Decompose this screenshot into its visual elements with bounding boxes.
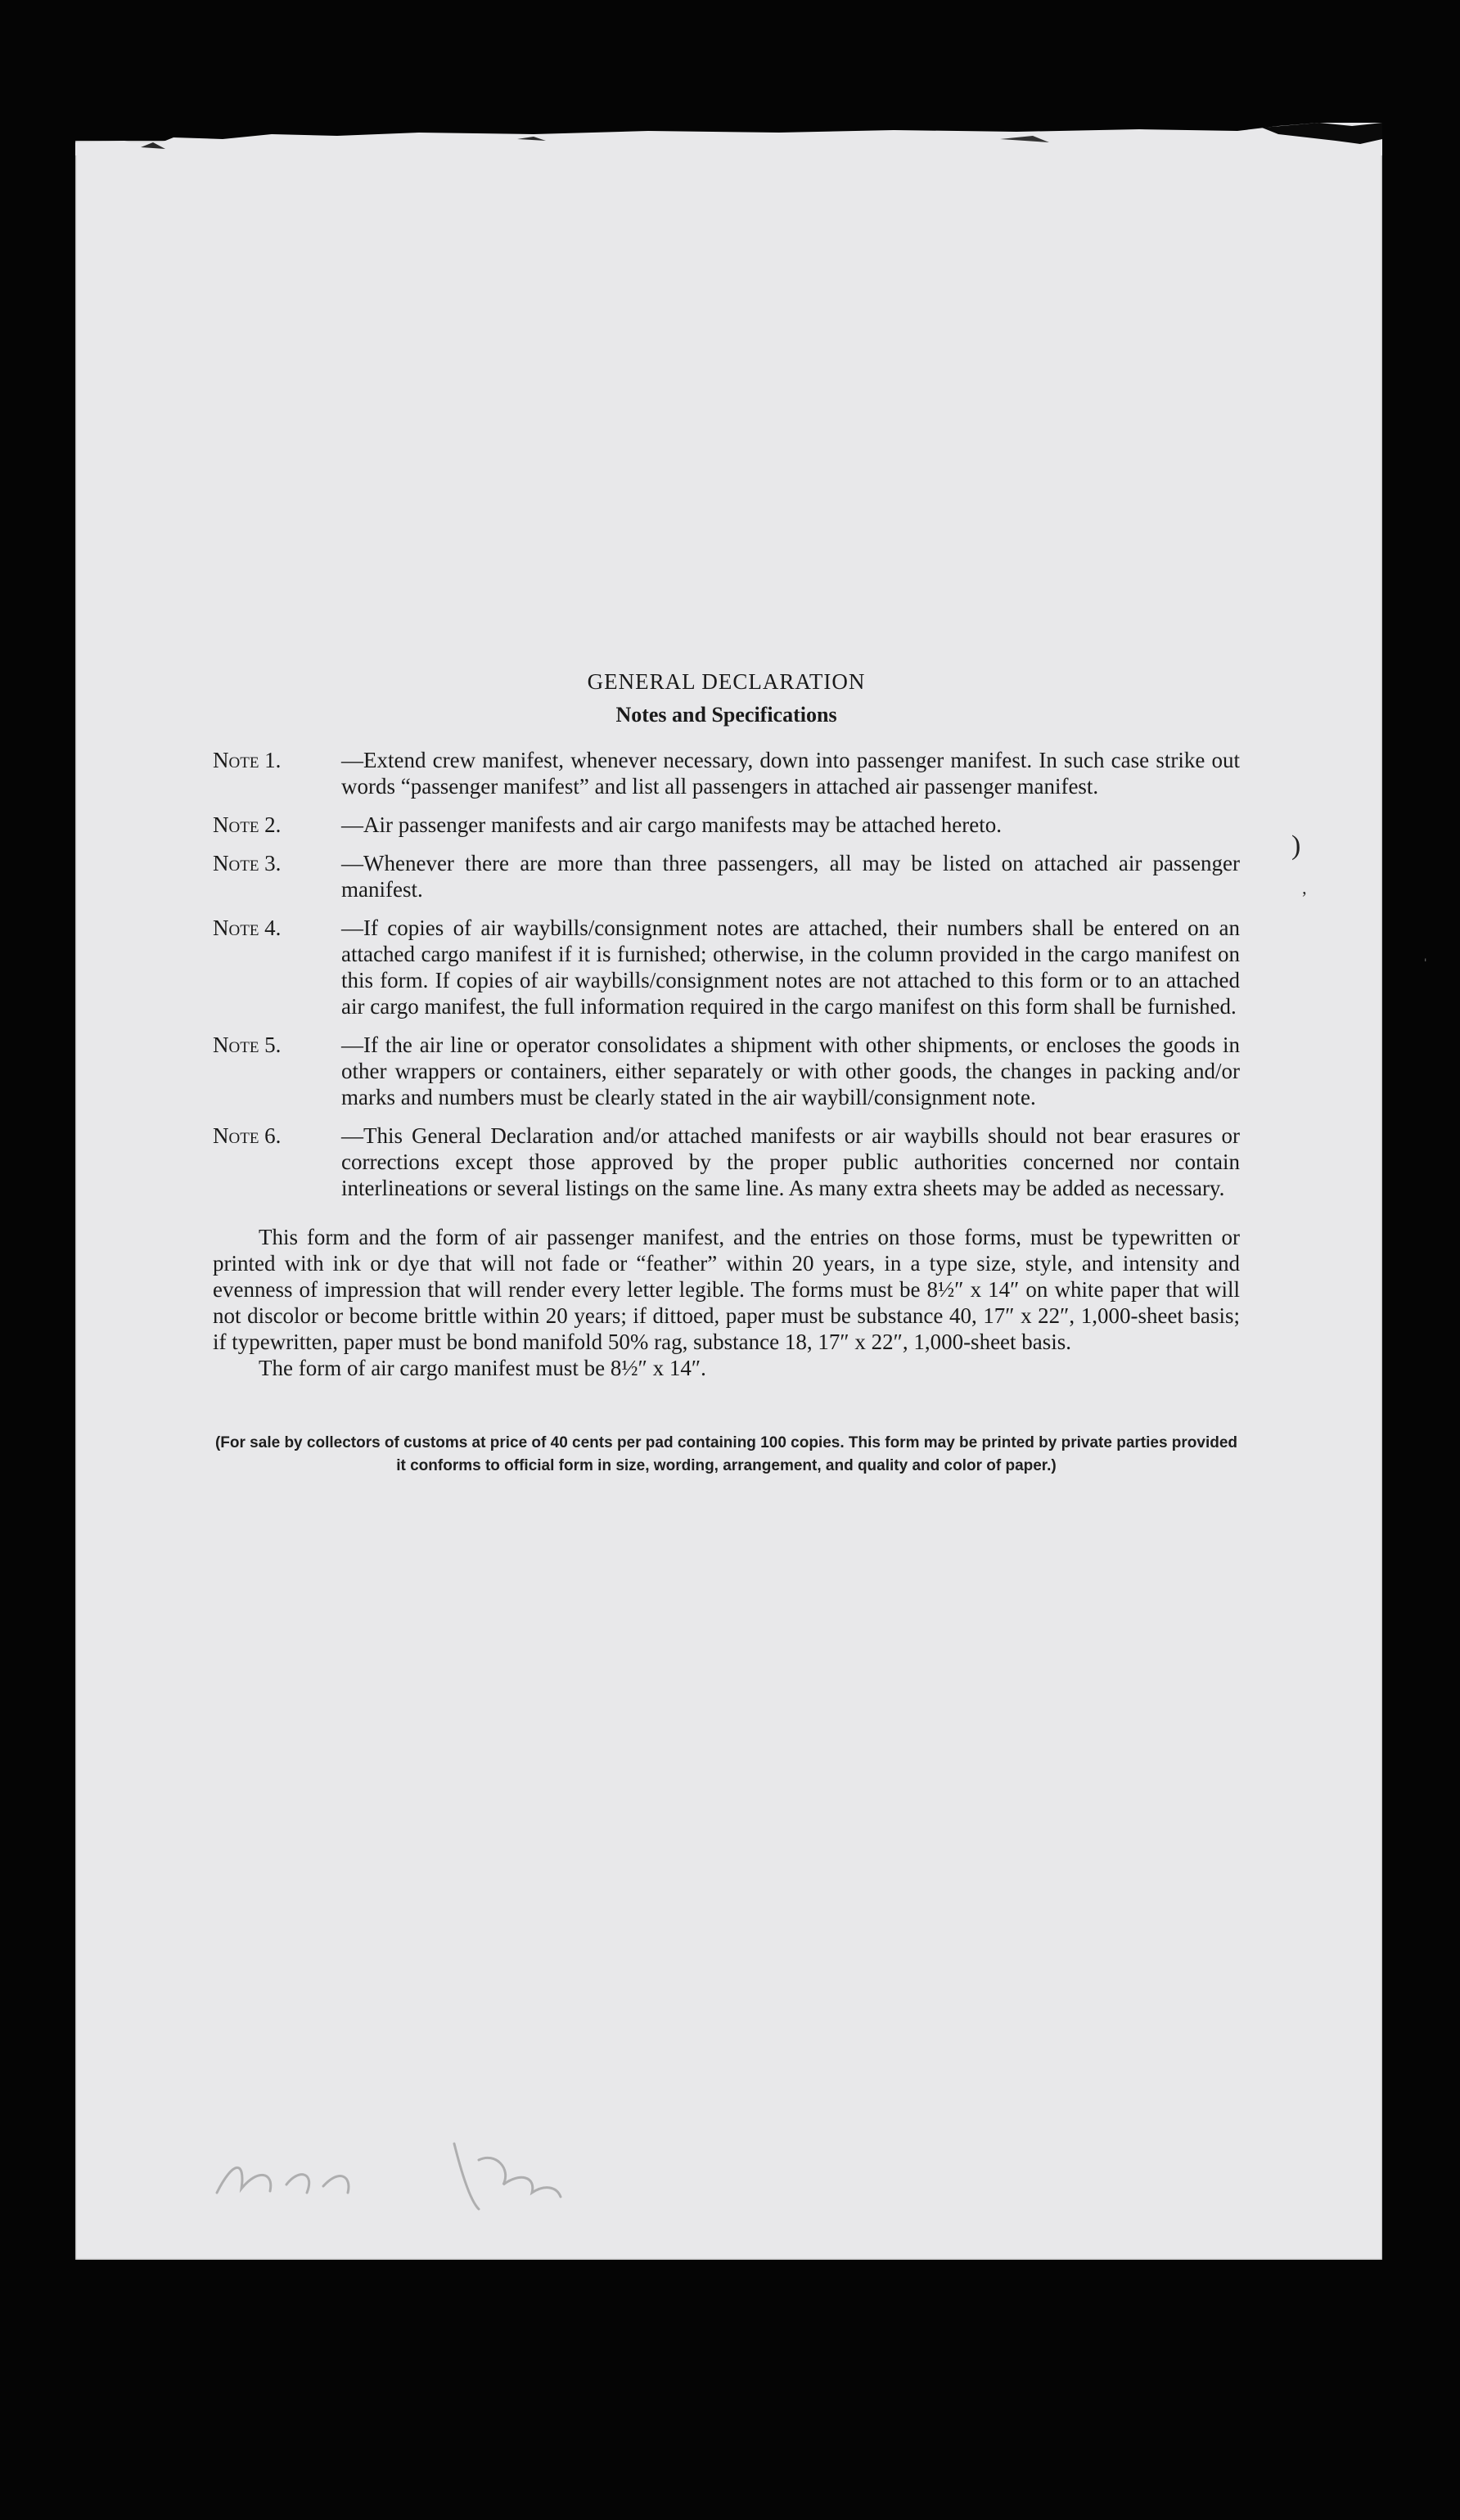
margin-bracket-mark: ) bbox=[1291, 830, 1301, 861]
note-text: —This General Declaration and/or attached manifests or air waybills should not bear erasures or corrections except those approved by the proper public authorities concerned nor contain interlineations or several listings on the same line. As many extra sheets may be added as necessary. bbox=[341, 1123, 1240, 1200]
declaration-notes bbox=[213, 667, 1240, 1478]
note-text: —Extend crew manifest, whenever necessary, down into passenger manifest. In such case strike out words “passenger manifest” and list all passengers in attached air passenger manifest. bbox=[341, 748, 1240, 799]
faint-signature-mark bbox=[209, 2127, 569, 2217]
note-label: Note 4. bbox=[213, 916, 282, 940]
note-4 bbox=[213, 915, 1240, 1019]
note-1 bbox=[213, 747, 1240, 799]
document-subtitle: Notes and Specifications bbox=[615, 703, 837, 727]
document-title: GENERAL DECLARATION bbox=[587, 669, 866, 694]
note-label: Note 1. bbox=[213, 748, 282, 772]
note-3 bbox=[213, 850, 1240, 902]
note-text: —Whenever there are more than three passengers, all may be listed on attached air passenger manifest. bbox=[341, 851, 1240, 902]
note-5 bbox=[213, 1032, 1240, 1110]
note-label: Note 5. bbox=[213, 1033, 282, 1057]
margin-scan-mark: ˌ bbox=[1422, 941, 1429, 961]
cargo-manifest-size-paragraph: The form of air cargo manifest must be 8½″ x 14″. bbox=[259, 1356, 706, 1380]
torn-top-edge bbox=[75, 123, 1382, 155]
note-2 bbox=[213, 812, 1240, 838]
sale-notice: (For sale by collectors of customs at price of 40 cents per pad containing 100 copies. This form may be printed by private parties provided it conforms to official form in size, wording, arrangement, and quality and color of paper.) bbox=[214, 1434, 1238, 1474]
margin-dot-mark: ʼ bbox=[1301, 888, 1308, 908]
note-label: Note 3. bbox=[213, 851, 282, 875]
form-requirements-paragraph: This form and the form of air passenger manifest, and the entries on those forms, must be typewritten or printed with ink or dye that will not fade or “feather” within 20 years, in a type size, style, and intensity and evenness of impression that will render every letter legible. The forms must be 8½″ x 14″ on white paper that will not discolor or become brittle within 20 years; if dittoed, paper must be substance 40, 17″ x 22″, 1,000-sheet basis; if typewritten, paper must be bond manifold 50% rag, substance 18, 17″ x 22″, 1,000-sheet basis. bbox=[213, 1225, 1240, 1354]
note-text: —If the air line or operator consolidates a shipment with other shipments, or encloses the goods in other wrappers or containers, either separately or with other goods, the changes in packing and/or marks and numbers must be clearly stated in the air waybill/consignment note. bbox=[341, 1033, 1240, 1109]
note-text: —If copies of air waybills/consignment notes are attached, their numbers shall be entered on an attached cargo manifest if it is furnished; otherwise, in the column provided in the cargo manifest on this form. If copies of air waybills/consignment notes are not attached to this form or to an attached air cargo manifest, the full information required in the cargo manifest on this form shall be furnished. bbox=[341, 916, 1240, 1019]
note-text: —Air passenger manifests and air cargo manifests may be attached hereto. bbox=[341, 812, 1002, 837]
note-6 bbox=[213, 1123, 1240, 1201]
note-label: Note 2. bbox=[213, 812, 282, 837]
note-label: Note 6. bbox=[213, 1123, 282, 1148]
